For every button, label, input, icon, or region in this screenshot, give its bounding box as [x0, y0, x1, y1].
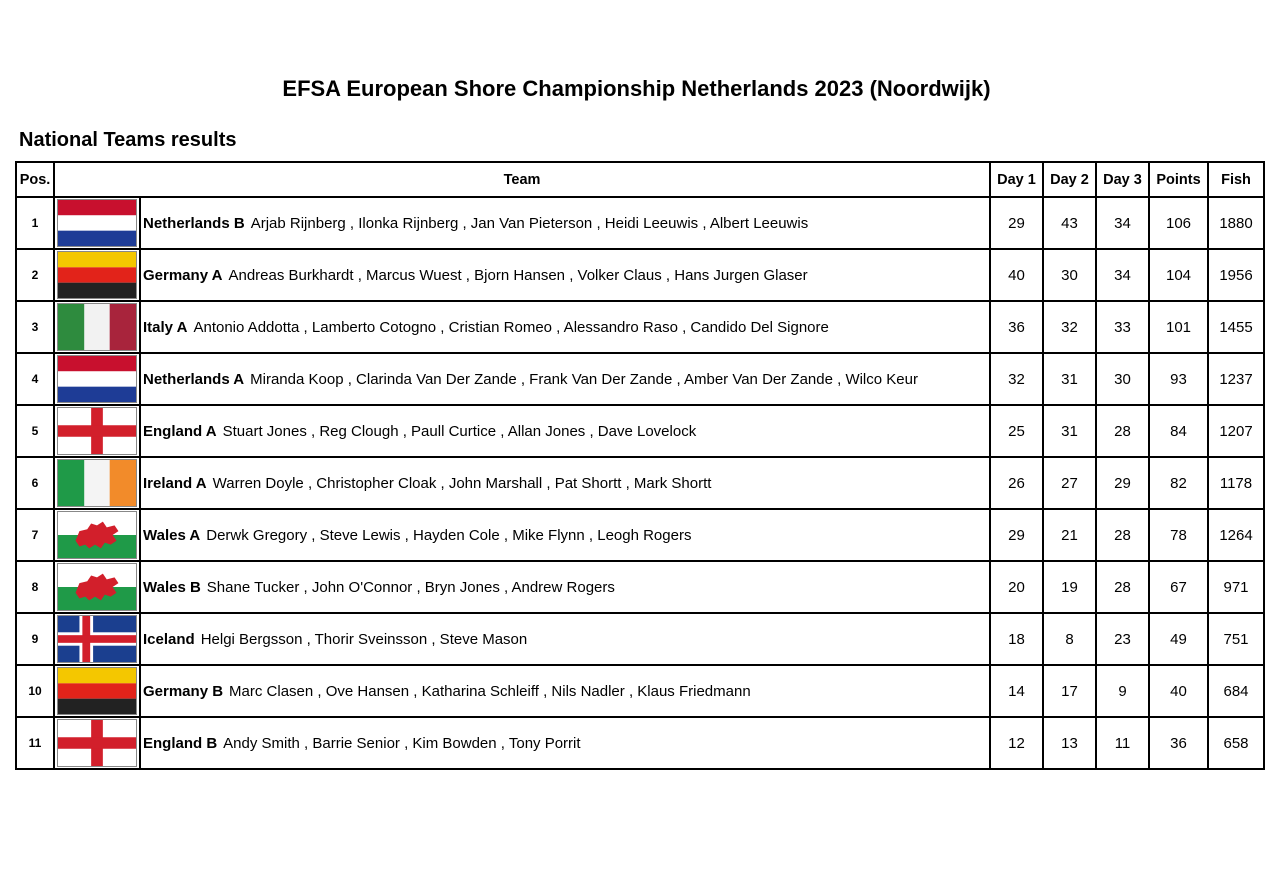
team-cell: [140, 197, 990, 249]
position-cell: 2: [16, 249, 54, 301]
team-name: Germany A: [143, 266, 223, 284]
day1-cell: 20: [990, 561, 1043, 613]
day1-cell: 26: [990, 457, 1043, 509]
points-cell: 106: [1149, 197, 1208, 249]
header-row: [16, 162, 1264, 197]
team-members: Derwk Gregory , Steve Lewis , Hayden Cole , Mike Flynn , Leogh Rogers: [206, 526, 692, 544]
day3-cell: 28: [1096, 561, 1149, 613]
position-cell: 8: [16, 561, 54, 613]
fish-cell: 971: [1208, 561, 1264, 613]
points-cell: 101: [1149, 301, 1208, 353]
table-row: [16, 613, 1264, 665]
day3-cell: 9: [1096, 665, 1149, 717]
day2-cell: 8: [1043, 613, 1096, 665]
team-name: Netherlands B: [143, 214, 245, 232]
day3-cell: 29: [1096, 457, 1149, 509]
day2-cell: 32: [1043, 301, 1096, 353]
table-row: [16, 301, 1264, 353]
points-cell: 67: [1149, 561, 1208, 613]
points-cell: 104: [1149, 249, 1208, 301]
team-members: Arjab Rijnberg , Ilonka Rijnberg , Jan Van Pieterson , Heidi Leeuwis , Albert Leeuwis: [250, 214, 809, 232]
day3-cell: 34: [1096, 249, 1149, 301]
day3-cell: 23: [1096, 613, 1149, 665]
position-cell: 9: [16, 613, 54, 665]
day2-cell: 17: [1043, 665, 1096, 717]
table-row: [16, 353, 1264, 405]
day1-cell: 36: [990, 301, 1043, 353]
position-cell: 7: [16, 509, 54, 561]
table-row: [16, 249, 1264, 301]
position-cell: 6: [16, 457, 54, 509]
team-cell: [140, 301, 990, 353]
points-cell: 40: [1149, 665, 1208, 717]
points-cell: 93: [1149, 353, 1208, 405]
fish-cell: 1455: [1208, 301, 1264, 353]
flag-cell: [54, 301, 140, 353]
day1-cell: 25: [990, 405, 1043, 457]
flag-cell: [54, 353, 140, 405]
fish-cell: 1264: [1208, 509, 1264, 561]
day1-cell: 12: [990, 717, 1043, 769]
team-members: Miranda Koop , Clarinda Van Der Zande , Frank Van Der Zande , Amber Van Der Zande , Wilco Keur: [250, 370, 918, 388]
germany-flag-icon: [57, 667, 137, 715]
points-cell: 84: [1149, 405, 1208, 457]
flag-cell: [54, 457, 140, 509]
day2-cell: 21: [1043, 509, 1096, 561]
team-name: Iceland: [143, 630, 195, 648]
team-name: Wales B: [143, 578, 201, 596]
team-cell: [140, 561, 990, 613]
day1-cell: 32: [990, 353, 1043, 405]
header-points: Points: [1149, 162, 1208, 197]
day2-cell: 27: [1043, 457, 1096, 509]
team-name: Ireland A: [143, 474, 207, 492]
day2-cell: 13: [1043, 717, 1096, 769]
day3-cell: 33: [1096, 301, 1149, 353]
day2-cell: 31: [1043, 405, 1096, 457]
wales-flag-icon: [57, 563, 137, 611]
table-row: [16, 665, 1264, 717]
day3-cell: 28: [1096, 405, 1149, 457]
table-row: [16, 561, 1264, 613]
day3-cell: 28: [1096, 509, 1149, 561]
points-cell: 78: [1149, 509, 1208, 561]
team-name: England A: [143, 422, 217, 440]
points-cell: 82: [1149, 457, 1208, 509]
flag-cell: [54, 665, 140, 717]
iceland-flag-icon: [57, 615, 137, 663]
team-members: Shane Tucker , John O'Connor , Bryn Jones , Andrew Rogers: [206, 578, 615, 596]
day1-cell: 29: [990, 509, 1043, 561]
section-subtitle: National Teams results: [19, 129, 237, 151]
day2-cell: 30: [1043, 249, 1096, 301]
fish-cell: 1207: [1208, 405, 1264, 457]
table-row: [16, 405, 1264, 457]
italy-flag-icon: [57, 303, 137, 351]
header-day2: Day 2: [1043, 162, 1096, 197]
team-name: England B: [143, 734, 218, 752]
day1-cell: 29: [990, 197, 1043, 249]
position-cell: 5: [16, 405, 54, 457]
team-members: Antonio Addotta , Lamberto Cotogno , Cristian Romeo , Alessandro Raso , Candido Del Signore: [193, 318, 829, 336]
table-row: [16, 457, 1264, 509]
position-cell: 1: [16, 197, 54, 249]
points-cell: 36: [1149, 717, 1208, 769]
team-name: Germany B: [143, 682, 224, 700]
position-cell: 4: [16, 353, 54, 405]
fish-cell: 1880: [1208, 197, 1264, 249]
netherlands-flag-icon: [57, 199, 137, 247]
day3-cell: 34: [1096, 197, 1149, 249]
table-row: [16, 509, 1264, 561]
england-flag-icon: [57, 407, 137, 455]
team-cell: [140, 717, 990, 769]
team-cell: [140, 249, 990, 301]
wales-flag-icon: [57, 511, 137, 559]
team-members: Helgi Bergsson , Thorir Sveinsson , Steve Mason: [200, 630, 528, 648]
team-members: Marc Clasen , Ove Hansen , Katharina Schleiff , Nils Nadler , Klaus Friedmann: [229, 682, 751, 700]
results-table: [15, 161, 1265, 770]
day1-cell: 14: [990, 665, 1043, 717]
flag-cell: [54, 717, 140, 769]
ireland-flag-icon: [57, 459, 137, 507]
day2-cell: 19: [1043, 561, 1096, 613]
header-pos: Pos.: [16, 162, 54, 197]
day1-cell: 18: [990, 613, 1043, 665]
flag-cell: [54, 561, 140, 613]
day3-cell: 11: [1096, 717, 1149, 769]
flag-cell: [54, 509, 140, 561]
day1-cell: 40: [990, 249, 1043, 301]
team-cell: [140, 457, 990, 509]
team-members: Stuart Jones , Reg Clough , Paull Curtice , Allan Jones , Dave Lovelock: [222, 422, 697, 440]
fish-cell: 751: [1208, 613, 1264, 665]
table-row: [16, 717, 1264, 769]
fish-cell: 1237: [1208, 353, 1264, 405]
day3-cell: 30: [1096, 353, 1149, 405]
team-name: Wales A: [143, 526, 201, 544]
flag-cell: [54, 613, 140, 665]
germany-flag-icon: [57, 251, 137, 299]
team-cell: [140, 509, 990, 561]
fish-cell: 1178: [1208, 457, 1264, 509]
header-team: Team: [54, 162, 990, 197]
team-cell: [140, 353, 990, 405]
team-members: Andy Smith , Barrie Senior , Kim Bowden , Tony Porrit: [223, 734, 581, 752]
day2-cell: 43: [1043, 197, 1096, 249]
header-day1: Day 1: [990, 162, 1043, 197]
header-fish: Fish: [1208, 162, 1264, 197]
team-members: Andreas Burkhardt , Marcus Wuest , Bjorn Hansen , Volker Claus , Hans Jurgen Glaser: [228, 266, 808, 284]
table-row: [16, 197, 1264, 249]
fish-cell: 1956: [1208, 249, 1264, 301]
flag-cell: [54, 405, 140, 457]
position-cell: 11: [16, 717, 54, 769]
fish-cell: 658: [1208, 717, 1264, 769]
team-cell: [140, 405, 990, 457]
header-day3: Day 3: [1096, 162, 1149, 197]
points-cell: 49: [1149, 613, 1208, 665]
fish-cell: 684: [1208, 665, 1264, 717]
team-name: Italy A: [143, 318, 188, 336]
position-cell: 3: [16, 301, 54, 353]
team-cell: [140, 665, 990, 717]
team-name: Netherlands A: [143, 370, 245, 388]
position-cell: 10: [16, 665, 54, 717]
netherlands-flag-icon: [57, 355, 137, 403]
flag-cell: [54, 249, 140, 301]
team-cell: [140, 613, 990, 665]
flag-cell: [54, 197, 140, 249]
england-flag-icon: [57, 719, 137, 767]
team-members: Warren Doyle , Christopher Cloak , John Marshall , Pat Shortt , Mark Shortt: [212, 474, 712, 492]
page-title: EFSA European Shore Championship Netherlands 2023 (Noordwijk): [282, 76, 991, 101]
day2-cell: 31: [1043, 353, 1096, 405]
